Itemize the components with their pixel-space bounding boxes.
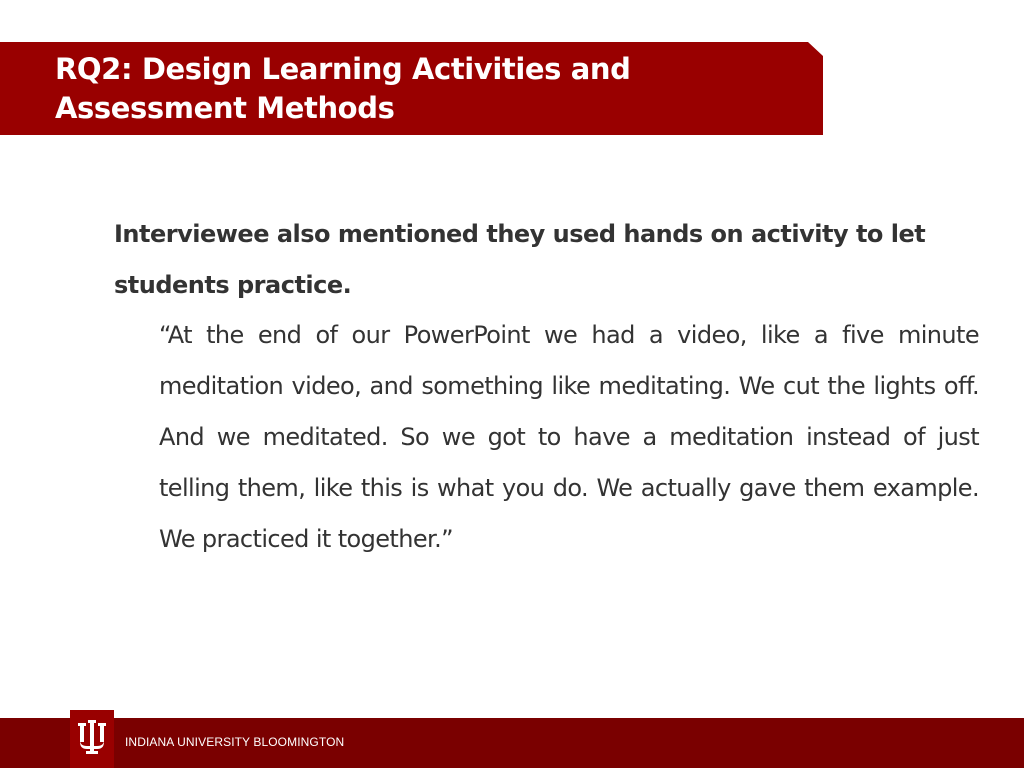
- footer-bar: [0, 718, 1024, 768]
- slide-title: RQ2: Design Learning Activities and Assessment Methods: [55, 52, 631, 125]
- iu-logo: [70, 710, 114, 768]
- institution-name: INDIANA UNIVERSITY BLOOMINGTON: [125, 735, 345, 749]
- lead-statement: Interviewee also mentioned they used hands on activity to let students practice.: [114, 220, 926, 299]
- interview-quote: “At the end of our PowerPoint we had a video, like a five minute meditation video, and something like meditating. We cut the lights off. And we meditated. So we got to have a meditation instead of just telling them, like this is what you do. We actually gave them example. We practiced it together.”: [159, 321, 979, 553]
- iu-trident-logo-icon: [77, 720, 107, 758]
